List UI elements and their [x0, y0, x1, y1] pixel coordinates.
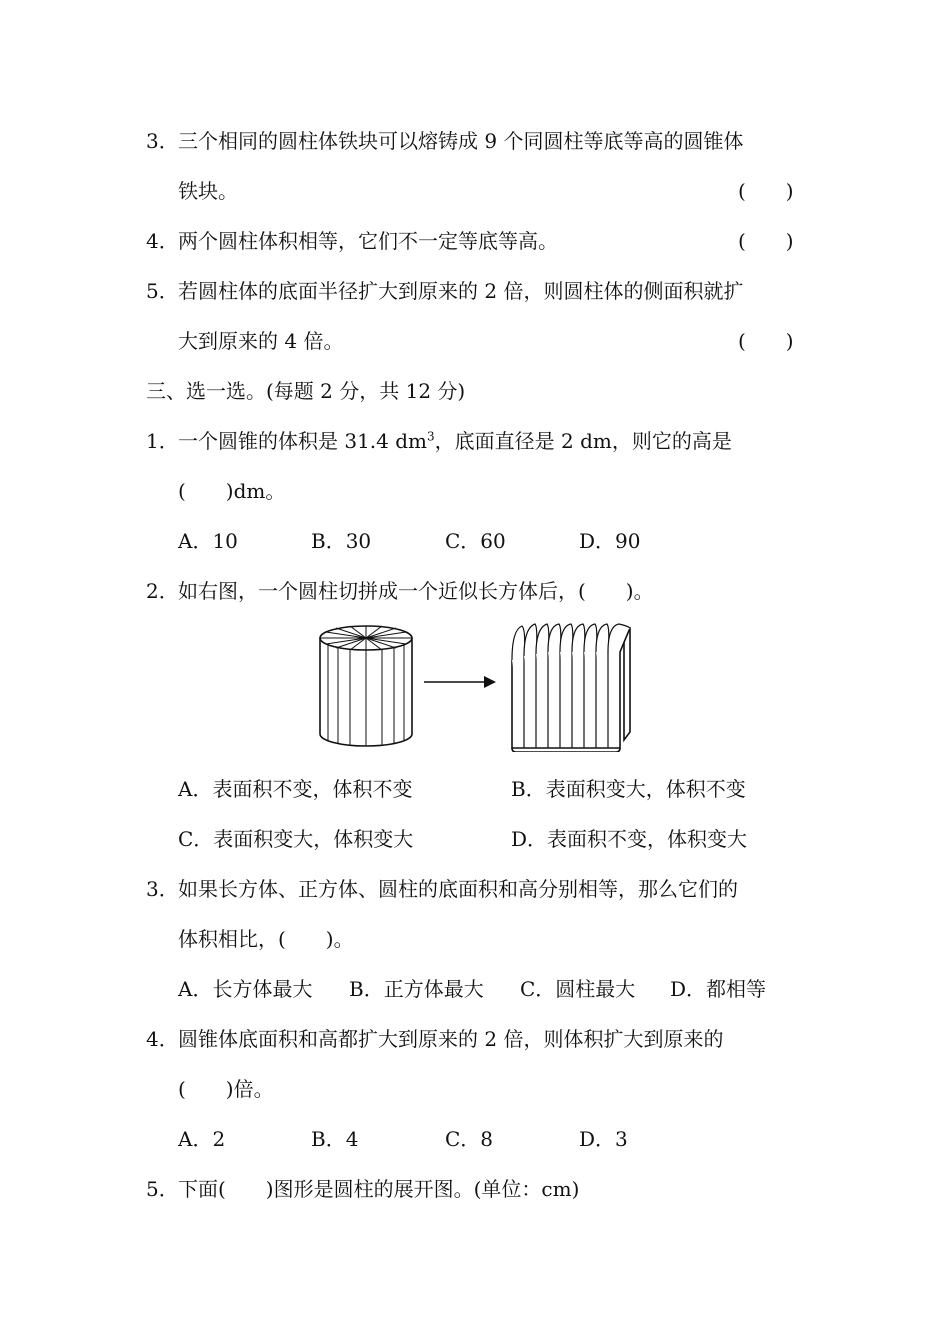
- question-text: 下面( )图形是圆柱的展开图。(单位：cm): [178, 1177, 580, 1201]
- cylinder-to-cuboid-figure: [316, 620, 636, 752]
- question-text: 三个相同的圆柱体铁块可以熔铸成 9 个同圆柱等底等高的圆锥体: [178, 129, 744, 153]
- answer-blank[interactable]: ( ): [738, 179, 794, 203]
- cuboid-figure: [512, 624, 630, 752]
- question-number: 5．: [146, 1177, 179, 1201]
- answer-blank[interactable]: ( ): [738, 229, 794, 253]
- question-number: 5．: [146, 279, 179, 303]
- question-number: 1．: [146, 429, 179, 453]
- option-a[interactable]: A．2: [178, 1127, 226, 1151]
- question-text-cont: 铁块。: [178, 179, 238, 203]
- question-text: [178, 428, 732, 454]
- cylinder-figure: [320, 626, 412, 746]
- arrow-icon: [424, 676, 496, 688]
- question-text-part: 一个圆锥的体积是 31.4 dm: [178, 429, 428, 453]
- question-text: 圆锥体底面积和高都扩大到原来的 2 倍，则体积扩大到原来的: [178, 1027, 724, 1051]
- option-b[interactable]: B．30: [311, 529, 372, 553]
- question-number: 4．: [146, 229, 179, 253]
- option-b[interactable]: B．正方体最大: [349, 977, 484, 1001]
- question-text: 如右图，一个圆柱切拼成一个近似长方体后，( )。: [178, 579, 654, 603]
- question-text-part: ，底面直径是 2 dm，则它的高是: [434, 429, 732, 453]
- option-a[interactable]: A．表面积不变，体积不变: [178, 777, 413, 801]
- question-text-cont: ( )倍。: [178, 1077, 274, 1101]
- option-a[interactable]: A．10: [178, 529, 238, 553]
- question-text-cont: 大到原来的 4 倍。: [178, 329, 344, 353]
- question-number: 3．: [146, 877, 179, 901]
- superscript: 3: [427, 429, 435, 444]
- option-d[interactable]: D．都相等: [670, 977, 767, 1001]
- option-b[interactable]: B．4: [311, 1127, 359, 1151]
- option-c[interactable]: C．圆柱最大: [520, 977, 636, 1001]
- option-c[interactable]: C．8: [445, 1127, 494, 1151]
- option-b[interactable]: B．表面积变大，体积不变: [511, 777, 746, 801]
- question-number: 4．: [146, 1027, 179, 1051]
- option-c[interactable]: C．表面积变大，体积变大: [178, 827, 414, 851]
- answer-blank[interactable]: ( ): [738, 329, 794, 353]
- option-d[interactable]: D．3: [579, 1127, 628, 1151]
- question-text: 两个圆柱体积相等，它们不一定等底等高。: [178, 229, 558, 253]
- section-title: 三、选一选。(每题 2 分，共 12 分): [146, 379, 466, 403]
- question-text-cont: ( )dm。: [178, 479, 286, 503]
- question-text: 如果长方体、正方体、圆柱的底面积和高分别相等，那么它们的: [178, 877, 738, 901]
- option-a[interactable]: A．长方体最大: [178, 977, 313, 1001]
- option-d[interactable]: D．表面积不变，体积变大: [511, 827, 748, 851]
- question-text: 若圆柱体的底面半径扩大到原来的 2 倍，则圆柱体的侧面积就扩: [178, 279, 744, 303]
- option-d[interactable]: D．90: [579, 529, 641, 553]
- question-number: 2．: [146, 579, 179, 603]
- question-text-cont: 体积相比，( )。: [178, 927, 354, 951]
- question-number: 3．: [146, 129, 179, 153]
- option-c[interactable]: C．60: [445, 529, 506, 553]
